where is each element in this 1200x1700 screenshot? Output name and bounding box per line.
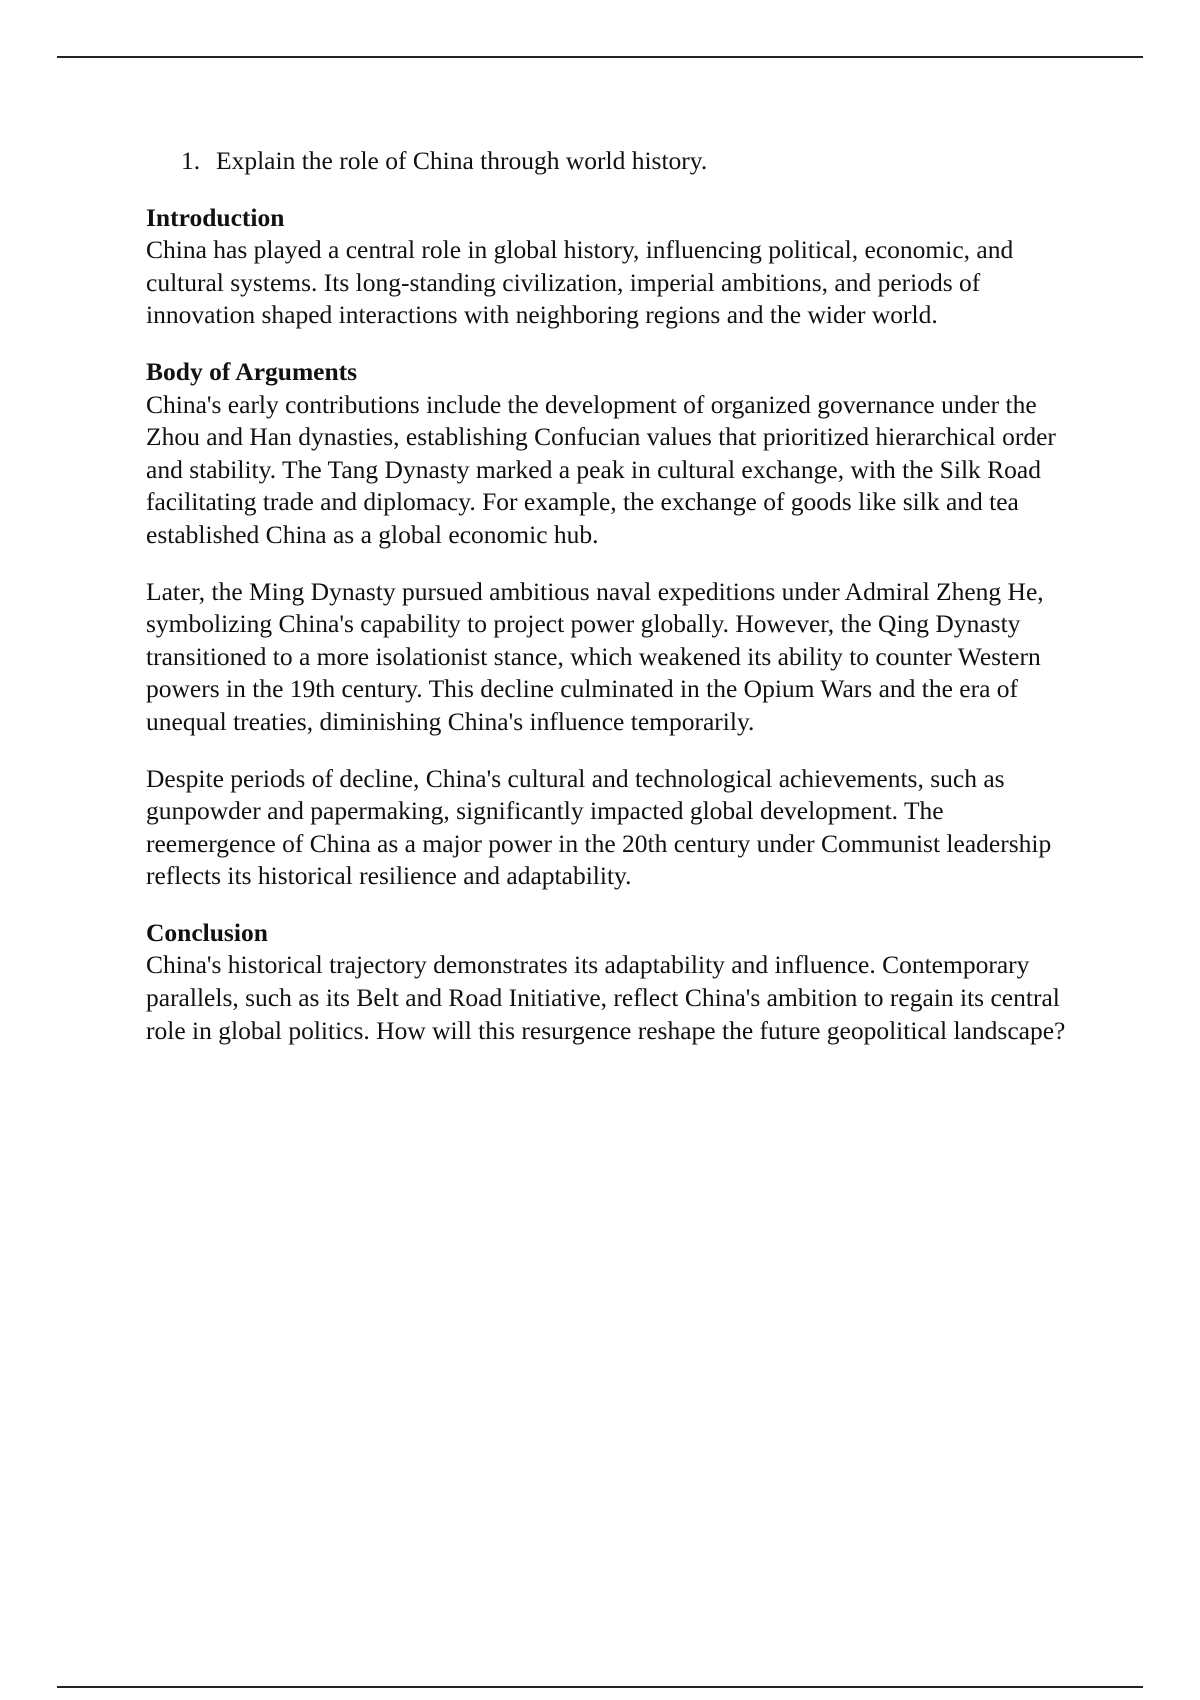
body-paragraph-2: Later, the Ming Dynasty pursued ambitious naval expeditions under Admiral Zheng He, symbolizing China's capability to project power globally. However, the Qing Dynasty transitioned to a more isolationist stance, which weakened its ability to counter Western powers in the 19th century. This decline culminated in the Opium Wars and the era of unequal treaties, diminishing China's influence temporarily. [146,576,1044,736]
body-of-arguments-section [146,356,1066,893]
introduction-section [146,202,1066,332]
body-paragraph-1: China's early contributions include the development of organized governance under the Zhou and Han dynasties, establishing Confucian values that prioritized hierarchical order and stability. The Tang Dynasty marked a peak in cultural exchange, with the Silk Road facilitating trade and diplomacy. For example, the exchange of goods like silk and tea established China as a global economic hub. [146,389,1056,549]
introduction-heading: Introduction [146,202,285,232]
question-number: 1. [181,146,201,175]
conclusion-section [146,917,1066,1047]
header-rule [57,56,1143,58]
conclusion-paragraph: China's historical trajectory demonstrates its adaptability and influence. Contemporary parallels, such as its Belt and Road Initiative, reflect China's ambition to regain its central role in global politics. How will this resurgence reshape the future geopolitical landscape? [146,950,1066,1045]
footer-rule [57,1686,1143,1688]
document-body [146,145,1066,1071]
body-of-arguments-heading: Body of Arguments [146,356,358,386]
question-text: Explain the role of China through world history. [216,146,708,175]
introduction-paragraph: China has played a central role in global history, influencing political, economic, and cultural systems. Its long-standing civilization, imperial ambitions, and periods of innovation shaped interactions with neighboring regions and the wider world. [146,235,1014,330]
body-paragraph-3: Despite periods of decline, China's cultural and technological achievements, such as gunpowder and papermaking, significantly impacted global development. The reemergence of China as a major power in the 20th century under Communist leadership reflects its historical resilience and adaptability. [146,763,1052,891]
question-item [181,145,1066,178]
conclusion-heading: Conclusion [146,917,268,947]
